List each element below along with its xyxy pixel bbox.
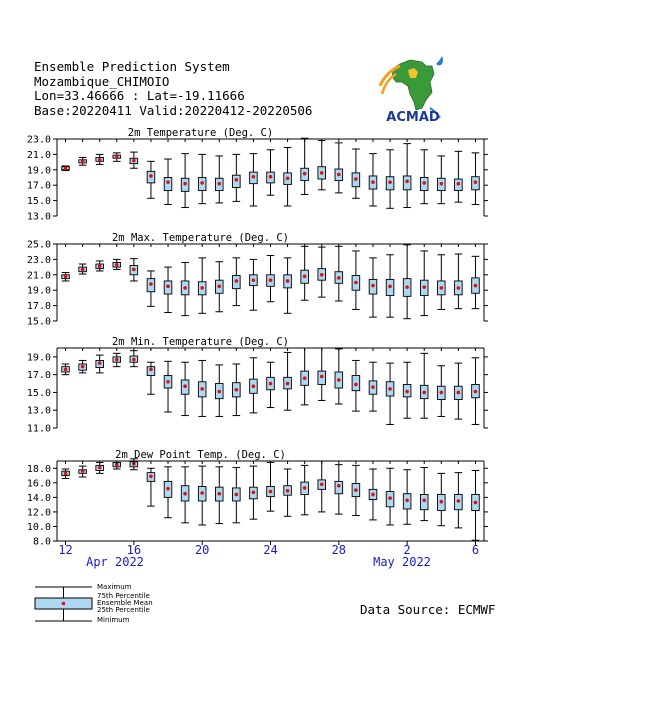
box-whisker bbox=[472, 153, 480, 205]
y-tick-label: 19.0 bbox=[26, 352, 51, 364]
mean-marker bbox=[440, 391, 444, 395]
system-title: Ensemble Prediction System bbox=[34, 59, 230, 74]
y-tick-label: 13.0 bbox=[26, 211, 51, 223]
mean-marker bbox=[98, 466, 102, 470]
y-tick-label: 17.0 bbox=[26, 180, 51, 192]
box-whisker bbox=[386, 363, 394, 424]
box-whisker bbox=[164, 159, 172, 204]
mean-marker bbox=[457, 286, 461, 290]
mean-marker bbox=[354, 488, 358, 492]
mean-marker bbox=[320, 482, 324, 486]
box-whisker bbox=[403, 144, 411, 208]
box-whisker bbox=[403, 362, 411, 418]
mean-marker bbox=[269, 382, 273, 386]
mean-marker bbox=[64, 368, 68, 372]
mean-marker bbox=[132, 159, 136, 163]
mean-marker bbox=[286, 382, 290, 386]
box-whisker bbox=[335, 246, 343, 301]
logo-text: ACMAD bbox=[386, 110, 440, 125]
mean-marker bbox=[405, 498, 409, 502]
box-whisker bbox=[438, 473, 446, 525]
y-tick-label: 15.0 bbox=[26, 316, 51, 328]
mean-marker bbox=[371, 180, 375, 184]
mean-marker bbox=[149, 474, 153, 478]
box-whisker bbox=[386, 150, 394, 209]
mean-marker bbox=[183, 182, 187, 186]
legend-label: 75th Percentile bbox=[97, 592, 150, 600]
mean-marker bbox=[149, 174, 153, 178]
x-tick-label: 12 bbox=[58, 543, 73, 557]
mean-marker bbox=[405, 285, 409, 289]
box-whisker bbox=[403, 245, 411, 319]
mean-marker bbox=[252, 490, 256, 494]
box-whisker bbox=[267, 256, 275, 302]
mean-marker bbox=[98, 361, 102, 365]
mean-marker bbox=[440, 500, 444, 504]
mean-marker bbox=[217, 492, 221, 496]
mean-marker bbox=[64, 472, 68, 476]
legend-label: Minimum bbox=[97, 616, 130, 624]
y-tick-label: 21.0 bbox=[26, 270, 51, 282]
box-whisker bbox=[215, 365, 223, 417]
mean-marker bbox=[371, 284, 375, 288]
mean-marker bbox=[286, 489, 290, 493]
y-tick-label: 16.0 bbox=[26, 478, 51, 490]
mean-marker bbox=[320, 375, 324, 379]
box-whisker bbox=[198, 360, 206, 416]
mean-marker bbox=[166, 285, 170, 289]
mean-marker bbox=[474, 390, 478, 394]
box-whisker bbox=[455, 254, 463, 309]
mean-marker bbox=[81, 365, 85, 369]
mean-marker bbox=[440, 182, 444, 186]
mean-marker bbox=[286, 176, 290, 180]
box-whisker bbox=[198, 154, 206, 203]
x-tick-label: 20 bbox=[194, 543, 210, 557]
y-tick-label: 11.0 bbox=[26, 423, 51, 435]
box-whisker bbox=[438, 156, 446, 204]
y-tick-label: 10.0 bbox=[26, 521, 51, 533]
mean-marker bbox=[166, 380, 170, 384]
panel-title: 2m Temperature (Deg. C) bbox=[127, 127, 274, 139]
mean-marker bbox=[337, 378, 341, 382]
y-tick-label: 8.0 bbox=[32, 536, 51, 548]
mean-marker bbox=[235, 493, 239, 497]
y-tick-label: 13.0 bbox=[26, 405, 51, 417]
mean-marker bbox=[166, 180, 170, 184]
box-whisker bbox=[96, 462, 104, 473]
x-tick-label: 28 bbox=[331, 543, 347, 557]
chart-panel bbox=[27, 127, 488, 223]
box-whisker bbox=[267, 462, 275, 511]
mean-marker bbox=[286, 279, 290, 283]
box-whisker bbox=[164, 361, 172, 412]
box-whisker bbox=[215, 467, 223, 524]
panel-title: 2m Min. Temperature (Deg. C) bbox=[111, 336, 290, 348]
chart-panel bbox=[27, 336, 488, 435]
box-whisker bbox=[233, 154, 241, 201]
box-whisker bbox=[215, 156, 223, 203]
box-whisker bbox=[181, 362, 189, 415]
box-whisker bbox=[164, 467, 172, 518]
mean-marker bbox=[440, 286, 444, 290]
mean-marker bbox=[235, 388, 239, 392]
box-whisker bbox=[455, 151, 463, 202]
box-whisker bbox=[318, 348, 326, 400]
mean-marker bbox=[337, 484, 341, 488]
box-whisker bbox=[403, 470, 411, 525]
box-whisker bbox=[267, 150, 275, 195]
mean-marker bbox=[269, 175, 273, 179]
legend-label: Maximum bbox=[97, 583, 132, 591]
box-whisker bbox=[284, 469, 292, 516]
mean-marker bbox=[183, 384, 187, 388]
panel-title: 2m Dew Point Temp. (Deg. C) bbox=[115, 449, 286, 461]
y-tick-label: 17.0 bbox=[26, 301, 51, 313]
box-whisker bbox=[62, 166, 70, 171]
mean-marker bbox=[200, 491, 204, 495]
mean-marker bbox=[474, 284, 478, 288]
mean-marker bbox=[303, 486, 307, 490]
box-whisker bbox=[352, 251, 360, 310]
mean-marker bbox=[269, 278, 273, 282]
mean-marker bbox=[320, 273, 324, 277]
box-whisker bbox=[420, 353, 428, 418]
box-whisker bbox=[386, 468, 394, 525]
box-whisker bbox=[369, 258, 377, 317]
mean-marker bbox=[354, 177, 358, 181]
box-whisker bbox=[301, 138, 309, 194]
box-whisker bbox=[130, 351, 138, 367]
box-whisker bbox=[147, 468, 155, 506]
box-whisker bbox=[62, 272, 70, 280]
x-tick-label: 2 bbox=[403, 543, 411, 557]
mean-marker bbox=[149, 368, 153, 372]
box-whisker bbox=[301, 348, 309, 405]
mean-marker bbox=[217, 390, 221, 394]
box-whisker bbox=[233, 364, 241, 416]
box-whisker bbox=[438, 366, 446, 417]
mean-marker bbox=[388, 285, 392, 289]
box-whisker bbox=[301, 465, 309, 514]
box-whisker bbox=[420, 150, 428, 204]
mean-marker bbox=[337, 173, 341, 177]
box-whisker bbox=[62, 469, 70, 478]
mean-marker bbox=[183, 286, 187, 290]
mean-marker bbox=[457, 182, 461, 186]
location-label: Mozambique_CHIMOIO bbox=[34, 73, 170, 89]
box-whisker bbox=[250, 259, 258, 310]
coordinates-label: Lon=33.46666 : Lat=-19.11666 bbox=[34, 88, 245, 103]
mean-marker bbox=[474, 180, 478, 184]
y-tick-label: 18.0 bbox=[26, 463, 51, 475]
x-tick-label: 16 bbox=[126, 543, 142, 557]
box-whisker bbox=[369, 154, 377, 206]
y-tick-label: 21.0 bbox=[26, 149, 51, 161]
y-tick-label: 15.0 bbox=[26, 196, 51, 208]
mean-marker bbox=[200, 387, 204, 391]
box-whisker bbox=[420, 468, 428, 521]
mean-marker bbox=[115, 263, 119, 267]
mean-marker bbox=[354, 281, 358, 285]
box-whisker bbox=[233, 468, 241, 523]
month-label-april: Apr 2022 bbox=[86, 555, 144, 569]
box-whisker bbox=[369, 469, 377, 520]
iqr-box bbox=[420, 494, 428, 509]
mean-marker bbox=[474, 501, 478, 505]
mean-marker bbox=[388, 387, 392, 391]
mean-marker bbox=[81, 469, 85, 473]
legend-label: Ensemble Mean bbox=[97, 599, 153, 607]
month-label-may: May 2022 bbox=[373, 555, 431, 569]
mean-marker bbox=[235, 178, 239, 182]
mean-marker bbox=[405, 390, 409, 394]
y-tick-label: 19.0 bbox=[26, 285, 51, 297]
mean-marker bbox=[81, 268, 85, 272]
box-whisker bbox=[181, 262, 189, 315]
y-tick-label: 12.0 bbox=[26, 507, 51, 519]
mean-marker bbox=[132, 358, 136, 362]
mean-marker bbox=[115, 358, 119, 362]
box-whisker bbox=[318, 461, 326, 512]
mean-marker bbox=[303, 275, 307, 279]
box-whisker bbox=[335, 349, 343, 404]
box-whisker bbox=[250, 154, 258, 206]
mean-marker bbox=[183, 492, 187, 496]
box-whisker bbox=[113, 259, 121, 269]
mean-marker bbox=[200, 181, 204, 185]
mean-marker bbox=[422, 391, 426, 395]
box-whisker bbox=[352, 149, 360, 198]
box-whisker bbox=[335, 465, 343, 514]
mean-marker bbox=[371, 385, 375, 389]
box-whisker bbox=[130, 152, 138, 168]
y-tick-label: 15.0 bbox=[26, 387, 51, 399]
mean-marker bbox=[115, 155, 119, 159]
box-whisker bbox=[250, 466, 258, 519]
box-whisker bbox=[147, 362, 155, 394]
box-whisker bbox=[198, 258, 206, 313]
data-source: Data Source: ECMWF bbox=[360, 602, 496, 617]
box-whisker bbox=[318, 247, 326, 297]
mean-marker bbox=[303, 172, 307, 176]
y-tick-label: 25.0 bbox=[26, 239, 51, 251]
mean-marker bbox=[252, 384, 256, 388]
box-whisker bbox=[130, 259, 138, 281]
box-whisker bbox=[147, 161, 155, 198]
x-tick-label: 24 bbox=[263, 543, 278, 557]
mean-marker bbox=[405, 180, 409, 184]
box-whisker bbox=[438, 255, 446, 310]
iqr-box bbox=[164, 178, 172, 191]
box-whisker bbox=[215, 262, 223, 312]
mean-marker bbox=[388, 180, 392, 184]
box-whisker bbox=[455, 363, 463, 419]
mean-marker bbox=[457, 391, 461, 395]
mean-marker bbox=[320, 171, 324, 175]
box-whisker bbox=[472, 358, 480, 425]
mean-marker bbox=[166, 487, 170, 491]
box-whisker bbox=[198, 466, 206, 525]
mean-marker bbox=[354, 383, 358, 387]
y-tick-label: 17.0 bbox=[26, 370, 51, 382]
chart-panel bbox=[27, 449, 488, 548]
legend bbox=[35, 583, 153, 624]
mean-marker bbox=[252, 175, 256, 179]
mean-marker bbox=[422, 181, 426, 185]
box-whisker bbox=[147, 271, 155, 306]
box-whisker bbox=[96, 154, 104, 164]
box-whisker bbox=[369, 362, 377, 411]
box-whisker bbox=[386, 255, 394, 317]
mean-marker bbox=[200, 286, 204, 290]
box-whisker bbox=[472, 470, 480, 540]
mean-marker bbox=[217, 285, 221, 289]
box-whisker bbox=[352, 465, 360, 515]
mean-marker bbox=[132, 268, 136, 272]
mean-marker bbox=[64, 166, 68, 170]
x-tick-label: 6 bbox=[471, 543, 480, 557]
box-whisker bbox=[335, 143, 343, 193]
mean-marker bbox=[388, 496, 392, 500]
dates-label: Base:20220411 Valid:20220412-20220506 bbox=[34, 102, 313, 118]
box-whisker bbox=[181, 154, 189, 208]
mean-marker bbox=[303, 376, 307, 380]
box-whisker bbox=[113, 353, 121, 366]
chart-panel bbox=[27, 232, 488, 328]
iqr-box bbox=[335, 481, 343, 493]
mean-marker bbox=[252, 278, 256, 282]
box-whisker bbox=[62, 364, 70, 375]
mean-marker bbox=[269, 490, 273, 494]
box-whisker bbox=[79, 466, 87, 477]
mean-marker bbox=[422, 285, 426, 289]
mean-marker bbox=[371, 493, 375, 497]
box-whisker bbox=[79, 157, 87, 165]
mean-marker bbox=[98, 265, 102, 269]
mean-marker bbox=[149, 282, 153, 286]
box-whisker bbox=[284, 258, 292, 313]
mean-marker bbox=[235, 279, 239, 283]
mean-marker bbox=[64, 275, 68, 279]
mean-marker bbox=[457, 499, 461, 503]
mean-marker bbox=[81, 160, 85, 164]
box-whisker bbox=[455, 473, 463, 528]
box-whisker bbox=[301, 246, 309, 300]
legend-mean-marker bbox=[62, 602, 66, 606]
box-whisker bbox=[79, 360, 87, 372]
box-whisker bbox=[352, 360, 360, 411]
box-whisker bbox=[113, 153, 121, 161]
mean-marker bbox=[98, 158, 102, 162]
box-whisker bbox=[79, 264, 87, 274]
y-tick-label: 23.0 bbox=[26, 134, 51, 146]
mean-marker bbox=[422, 498, 426, 502]
mean-marker bbox=[337, 276, 341, 280]
box-whisker bbox=[284, 147, 292, 206]
box-whisker bbox=[420, 251, 428, 316]
y-tick-label: 19.0 bbox=[26, 165, 51, 177]
panel-title: 2m Max. Temperature (Deg. C) bbox=[111, 232, 290, 244]
box-whisker bbox=[164, 267, 172, 312]
legend-label: 25th Percentile bbox=[97, 606, 150, 614]
box-whisker bbox=[96, 261, 104, 271]
box-whisker bbox=[250, 358, 258, 413]
box-whisker bbox=[472, 256, 480, 308]
box-whisker bbox=[267, 362, 275, 407]
box-whisker bbox=[233, 258, 241, 306]
y-tick-label: 23.0 bbox=[26, 254, 51, 266]
box-whisker bbox=[284, 352, 292, 410]
mean-marker bbox=[217, 182, 221, 186]
y-tick-label: 14.0 bbox=[26, 492, 51, 504]
box-whisker bbox=[96, 355, 104, 373]
box-whisker bbox=[318, 141, 326, 190]
box-whisker bbox=[181, 467, 189, 523]
